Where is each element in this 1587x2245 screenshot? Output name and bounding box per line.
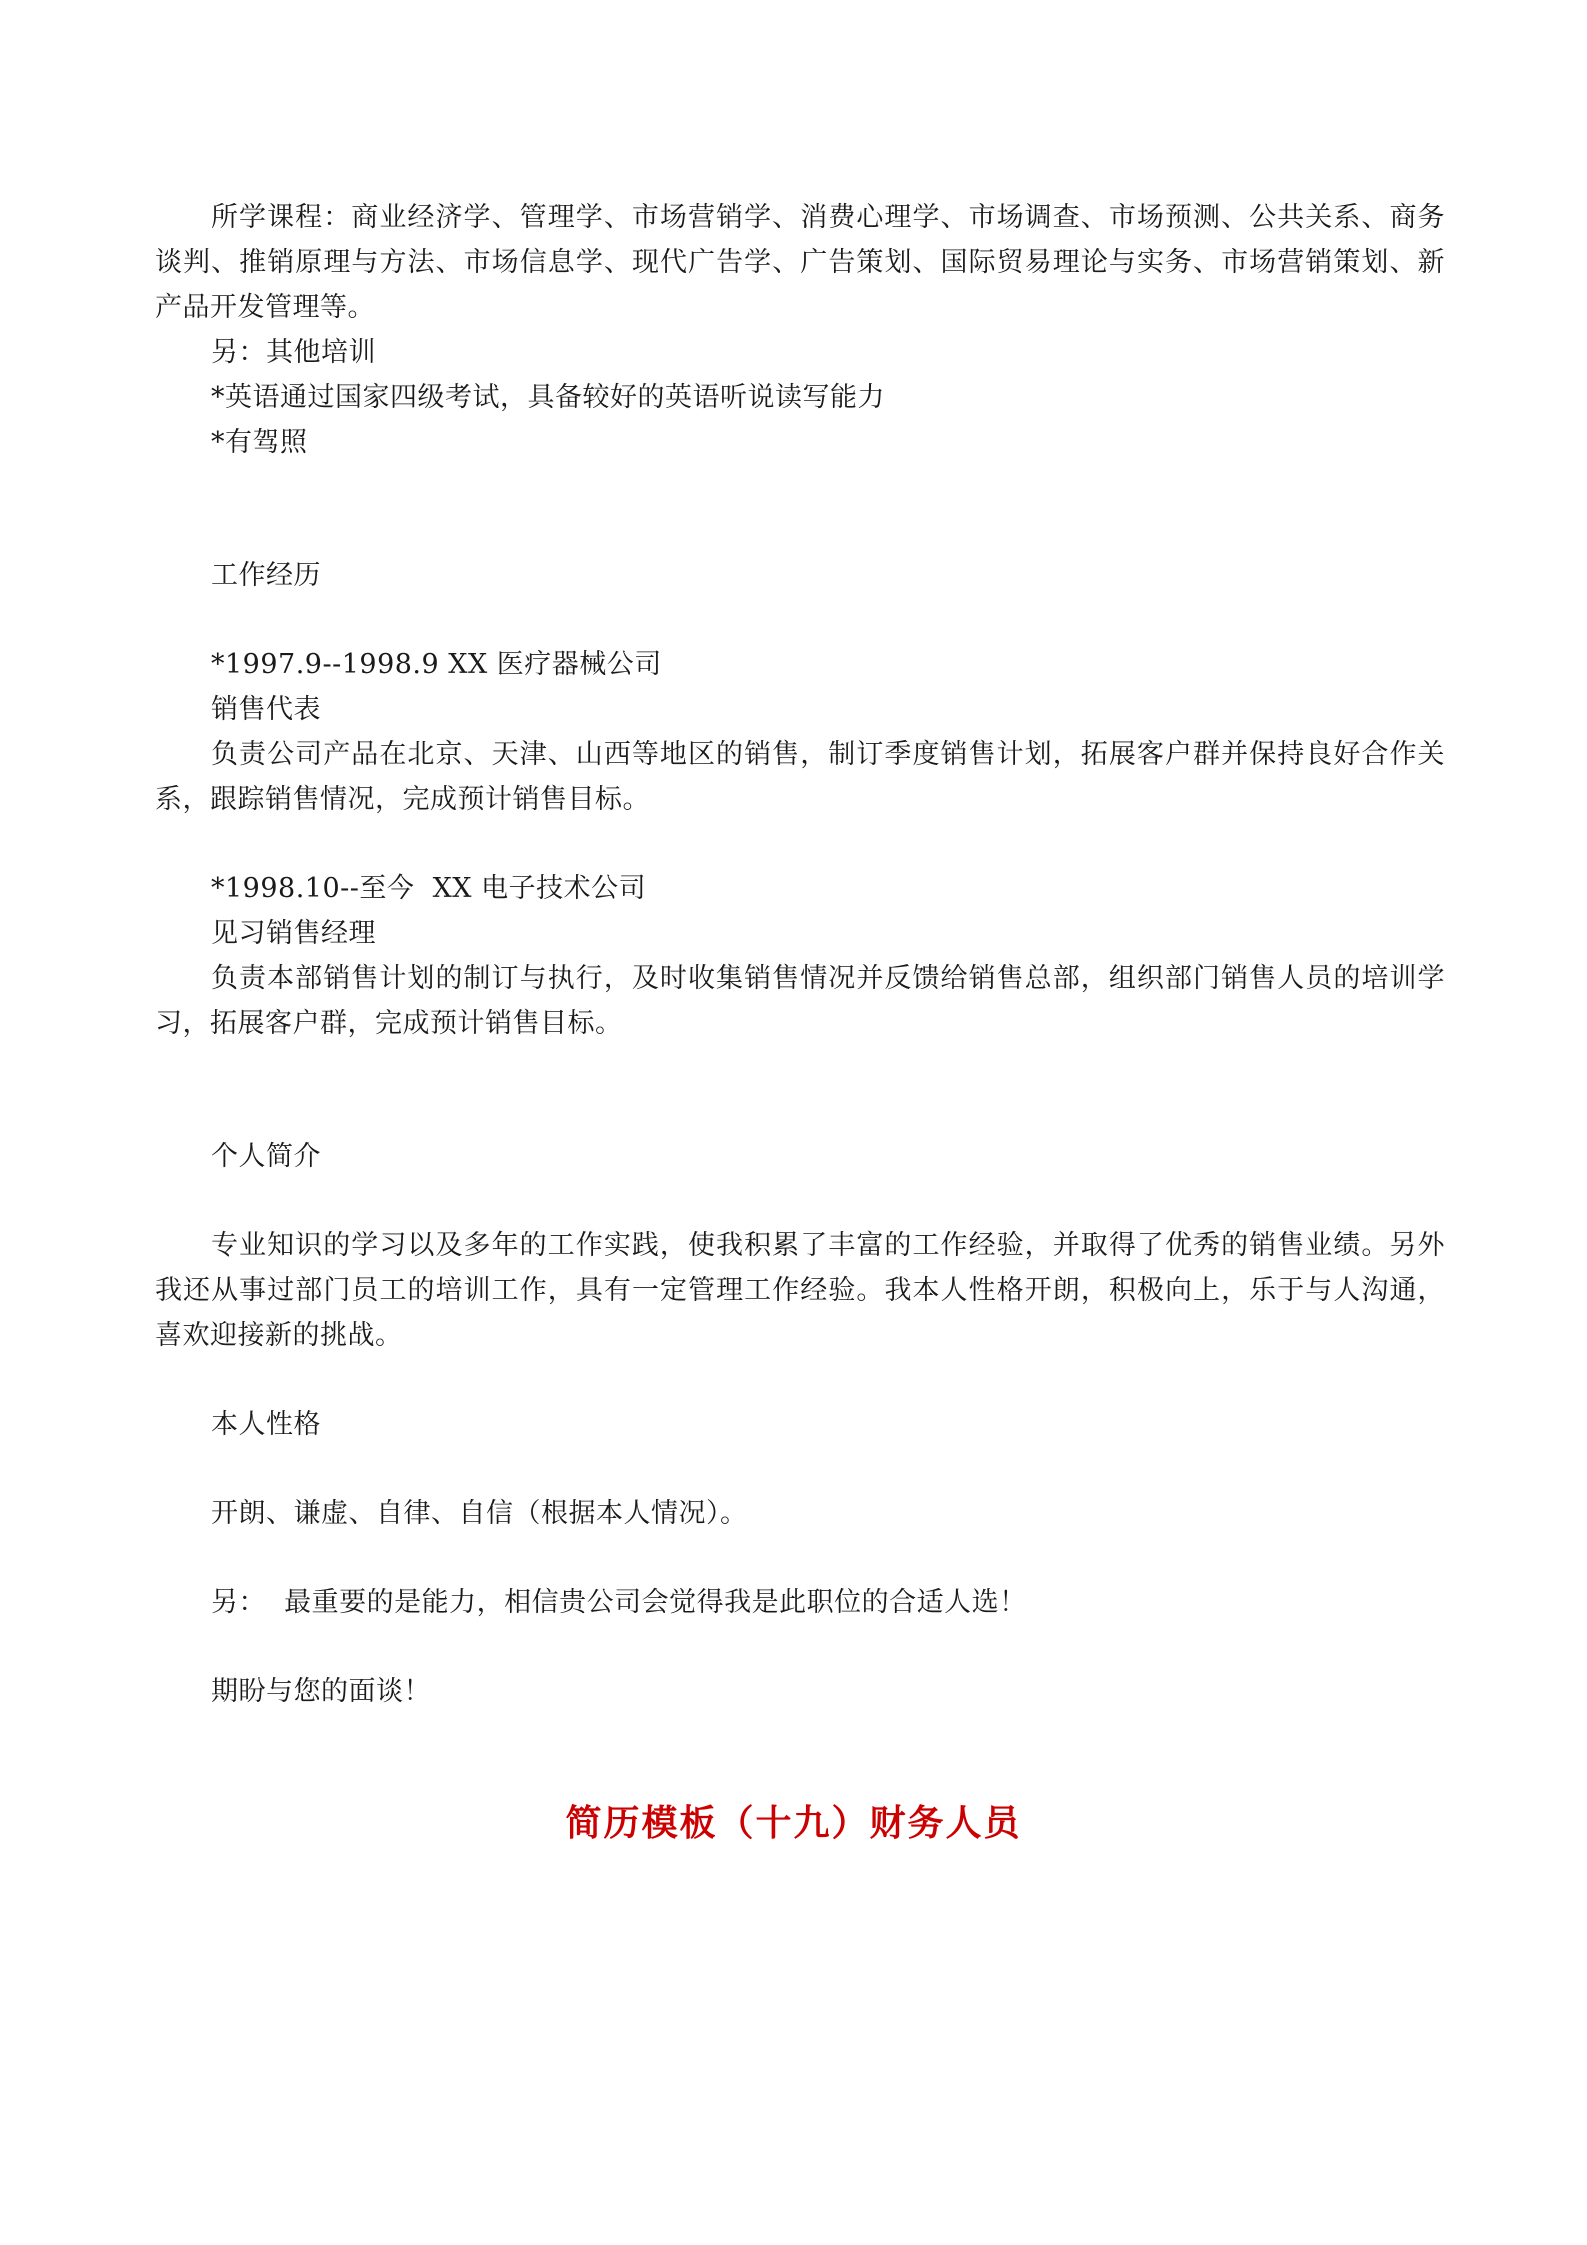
other-training-line: 另：其他培训 [211,337,376,368]
spacer [155,1358,1445,1402]
driver-license-line: *有驾照 [211,427,308,458]
closing-note: 另： 最重要的是能力，相信贵公司会觉得我是此职位的合适人选！ [211,1587,1027,1618]
job-1-period-company: *1997.9--1998.9 XX 医疗器械公司 [211,649,662,680]
spacer [155,1046,1445,1134]
job-1-position: 销售代表 [211,694,321,725]
job-2-position: 见习销售经理 [211,918,376,949]
closing-farewell: 期盼与您的面谈！ [211,1676,431,1707]
personality-text: 开朗、谦虚、自律、自信（根据本人情况）。 [211,1498,748,1529]
profile-heading: 个人简介 [211,1141,321,1172]
spacer [155,1536,1445,1580]
spacer [155,1447,1445,1491]
resume-body [155,195,1445,1714]
next-template-title: 简历模板（十九）财务人员 [565,1802,1022,1844]
job-2-description: 负责本部销售计划的制订与执行，及时收集销售情况并反馈给销售总部，组织部门销售人员的培训学习，拓展客户群，完成预计销售目标。 [155,963,1445,1039]
job-1-description: 负责公司产品在北京、天津、山西等地区的销售，制订季度销售计划，拓展客户群并保持良好合作关系，跟踪销售情况，完成预计销售目标。 [155,739,1445,815]
spacer [155,598,1445,642]
spacer [155,1179,1445,1223]
spacer [155,822,1445,866]
courses-paragraph: 所学课程：商业经济学、管理学、市场营销学、消费心理学、市场调查、市场预测、公共关系、商务谈判、推销原理与方法、市场信息学、现代广告学、广告策划、国际贸易理论与实务、市场营销策划、新产品开发管理等。 [155,202,1445,323]
profile-text: 专业知识的学习以及多年的工作实践，使我积累了丰富的工作经验，并取得了优秀的销售业绩。另外我还从事过部门员工的培训工作，具有一定管理工作经验。我本人性格开朗，积极向上，乐于与人沟通，喜欢迎接新的挑战。 [155,1230,1445,1351]
job-2-period-company: *1998.10--至今 XX 电子技术公司 [211,873,647,904]
work-heading: 工作经历 [211,560,321,591]
personality-heading: 本人性格 [211,1409,321,1440]
english-skill-line: *英语通过国家四级考试，具备较好的英语听说读写能力 [211,382,885,413]
spacer [155,465,1445,553]
spacer [155,1625,1445,1669]
